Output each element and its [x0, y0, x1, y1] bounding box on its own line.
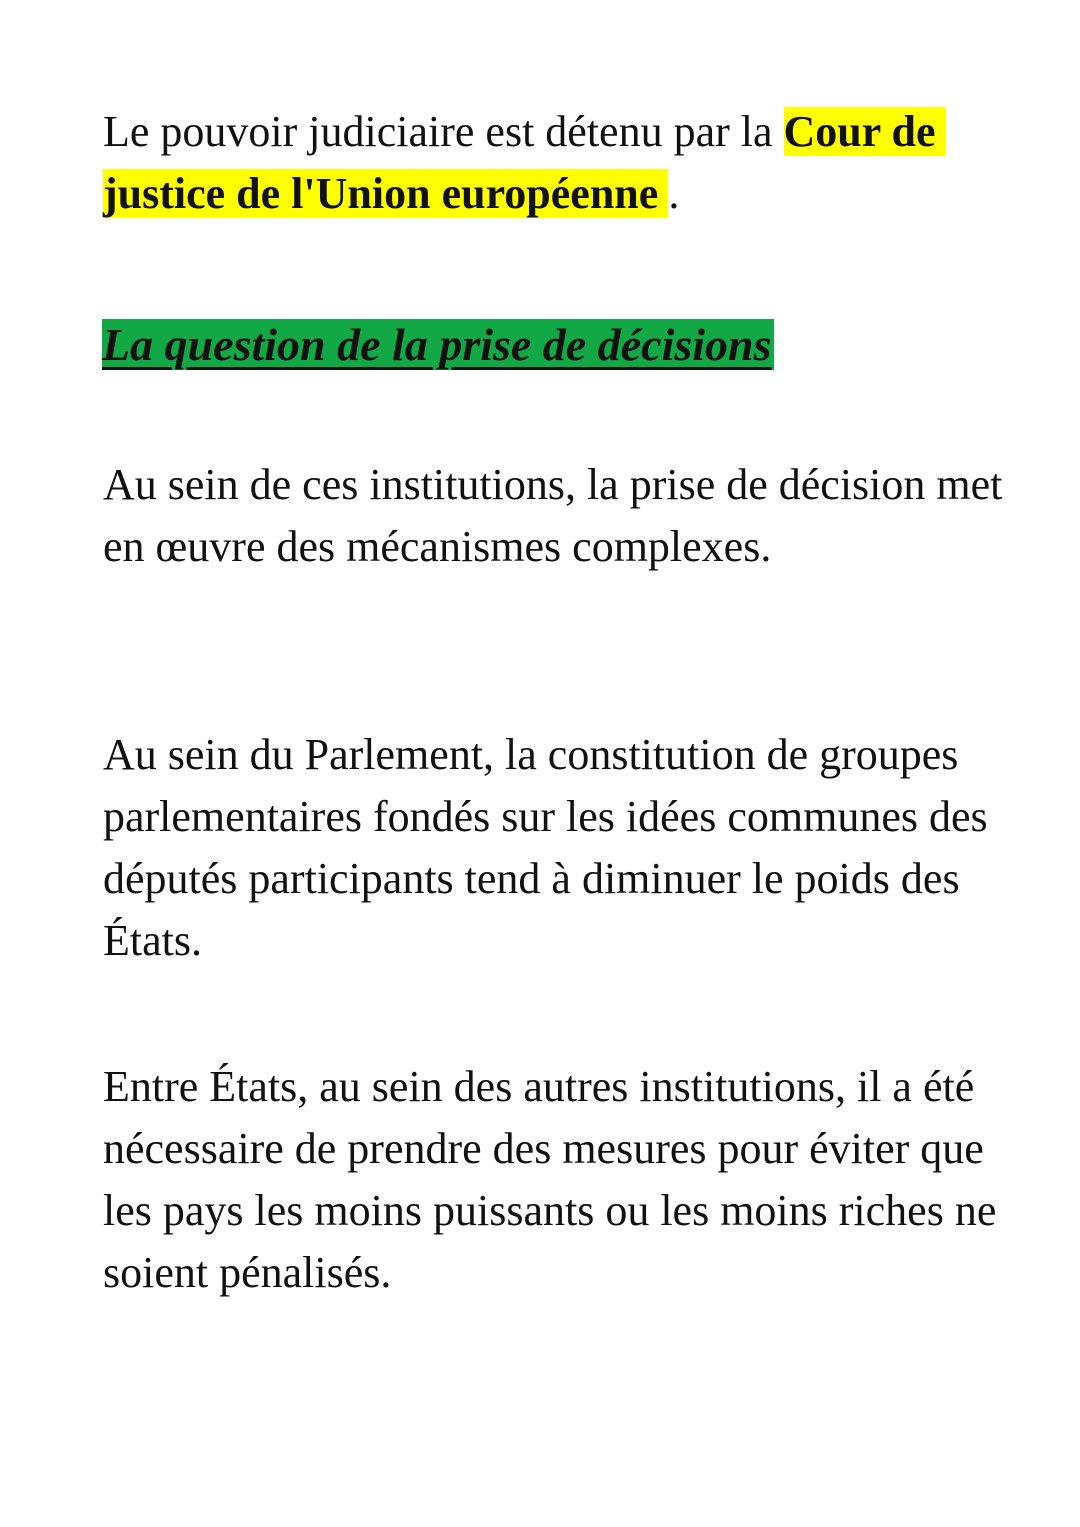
paragraph-decision-making: Au sein de ces institutions, la prise de décision met en œuvre des mécanismes complexes. — [103, 460, 1003, 571]
paragraph-text: Le pouvoir judiciaire est détenu par la — [103, 107, 784, 156]
paragraph-judicial-power — [103, 101, 963, 225]
paragraph-period: . — [668, 169, 680, 218]
section-heading-text: La question de la prise de décisions — [102, 319, 772, 370]
highlighted-court-name: Cour de justice de l'Union européenne — [103, 107, 946, 218]
section-heading — [102, 316, 774, 374]
paragraph-parliament: Au sein du Parlement, la constitution de groupes parlementaires fondés sur les idées communes des députés participants tend à diminuer le poids des États. — [103, 730, 988, 965]
paragraph-between-states: Entre États, au sein des autres institutions, il a été nécessaire de prendre des mesures pour éviter que les pays les moins puissants ou les moins riches ne soient pénalisés. — [103, 1062, 997, 1297]
